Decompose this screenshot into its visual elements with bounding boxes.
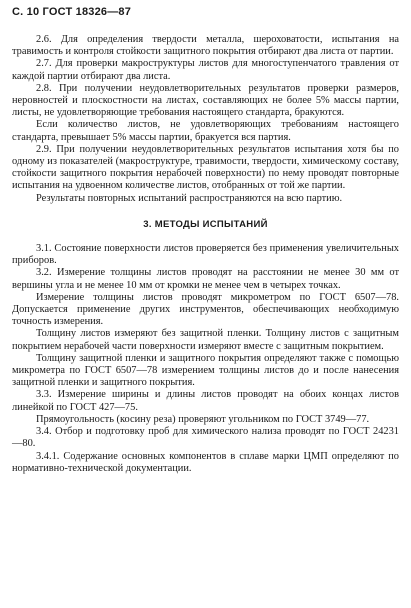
paragraph-2-6: 2.6. Для определения твердости металла, шероховатости, испытания на травимость и контроля стойкости защитного покрытия отбирают два листа от партии.	[12, 34, 399, 58]
page-header: С. 10 ГОСТ 18326—87	[12, 6, 132, 18]
paragraph-3-2-film: Толщину листов измеряют без защитной пленки. Толщину листов с защитным покрытием нерабочей части поверхности измеряют вместе с защитным покрытием.	[12, 328, 399, 352]
paragraph-3-3-squareness: Прямоугольность (косину реза) проверяют угольником по ГОСТ 3749—77.	[36, 413, 370, 425]
paragraph-2-7: 2.7. Для проверки макроструктуры листов для многоступенчатого травления от каждой партии отбирают два листа.	[12, 58, 399, 82]
document-body	[12, 34, 399, 475]
paragraph-3-4-1: 3.4.1. Содержание основных компонентов в сплаве марки ЦМП определяют по нормативно-технической документации.	[12, 450, 399, 474]
paragraph-3-3: 3.3. Измерение ширины и длины листов проводят на обоих концах листов линейкой по ГОСТ 427—75.	[12, 389, 399, 413]
paragraph-3-2-micrometer: Измерение толщины листов проводят микрометром по ГОСТ 6507—78. Допускается применение других инструментов, обеспечивающих необходимую точность измерения.	[12, 291, 399, 328]
paragraph-3-2: 3.2. Измерение толщины листов проводят на расстоянии не менее 30 мм от вершины угла и не менее 10 мм от кромки не менее чем в четырех точках.	[12, 267, 399, 291]
paragraph-2-9-cont: Результаты повторных испытаний распространяются на всю партию.	[36, 192, 343, 204]
paragraph-2-9: 2.9. При получении неудовлетворительных результатов испытания хотя бы по одному из показателей (макроструктуре, травимости, твердости, химическому составу, стойкости защитного покрытия нерабочей поверхности) по нему проводят повторные испытания на удвоенном количестве листов, отобранных от той же партии.	[12, 143, 399, 192]
section-title: 3. МЕТОДЫ ИСПЫТАНИЙ	[143, 218, 268, 230]
paragraph-2-8: 2.8. При получении неудовлетворительных результатов проверки размеров, неровностей и плоскостности на листах, составляющих не более 5% массы партии, листы, не удовлетворяющие требования настоящего стандарта, бракуются.	[12, 82, 399, 119]
paragraph-3-2-coating: Толщину защитной пленки и защитного покрытия определяют также с помощью микрометра по ГОСТ 6507—78 измерением толщины листов до и после нанесения защитной пленки и защитного покрытия.	[12, 352, 399, 389]
paragraph-2-8-cont: Если количество листов, не удовлетворяющих требованиям настоящего стандарта, превышает 5% массы партии, бракуется вся партия.	[12, 119, 399, 143]
paragraph-3-1: 3.1. Состояние поверхности листов проверяется без применения увеличительных приборов.	[12, 243, 399, 267]
paragraph-3-4: 3.4. Отбор и подготовку проб для химического нализа проводят по ГОСТ 24231—80.	[12, 426, 399, 450]
